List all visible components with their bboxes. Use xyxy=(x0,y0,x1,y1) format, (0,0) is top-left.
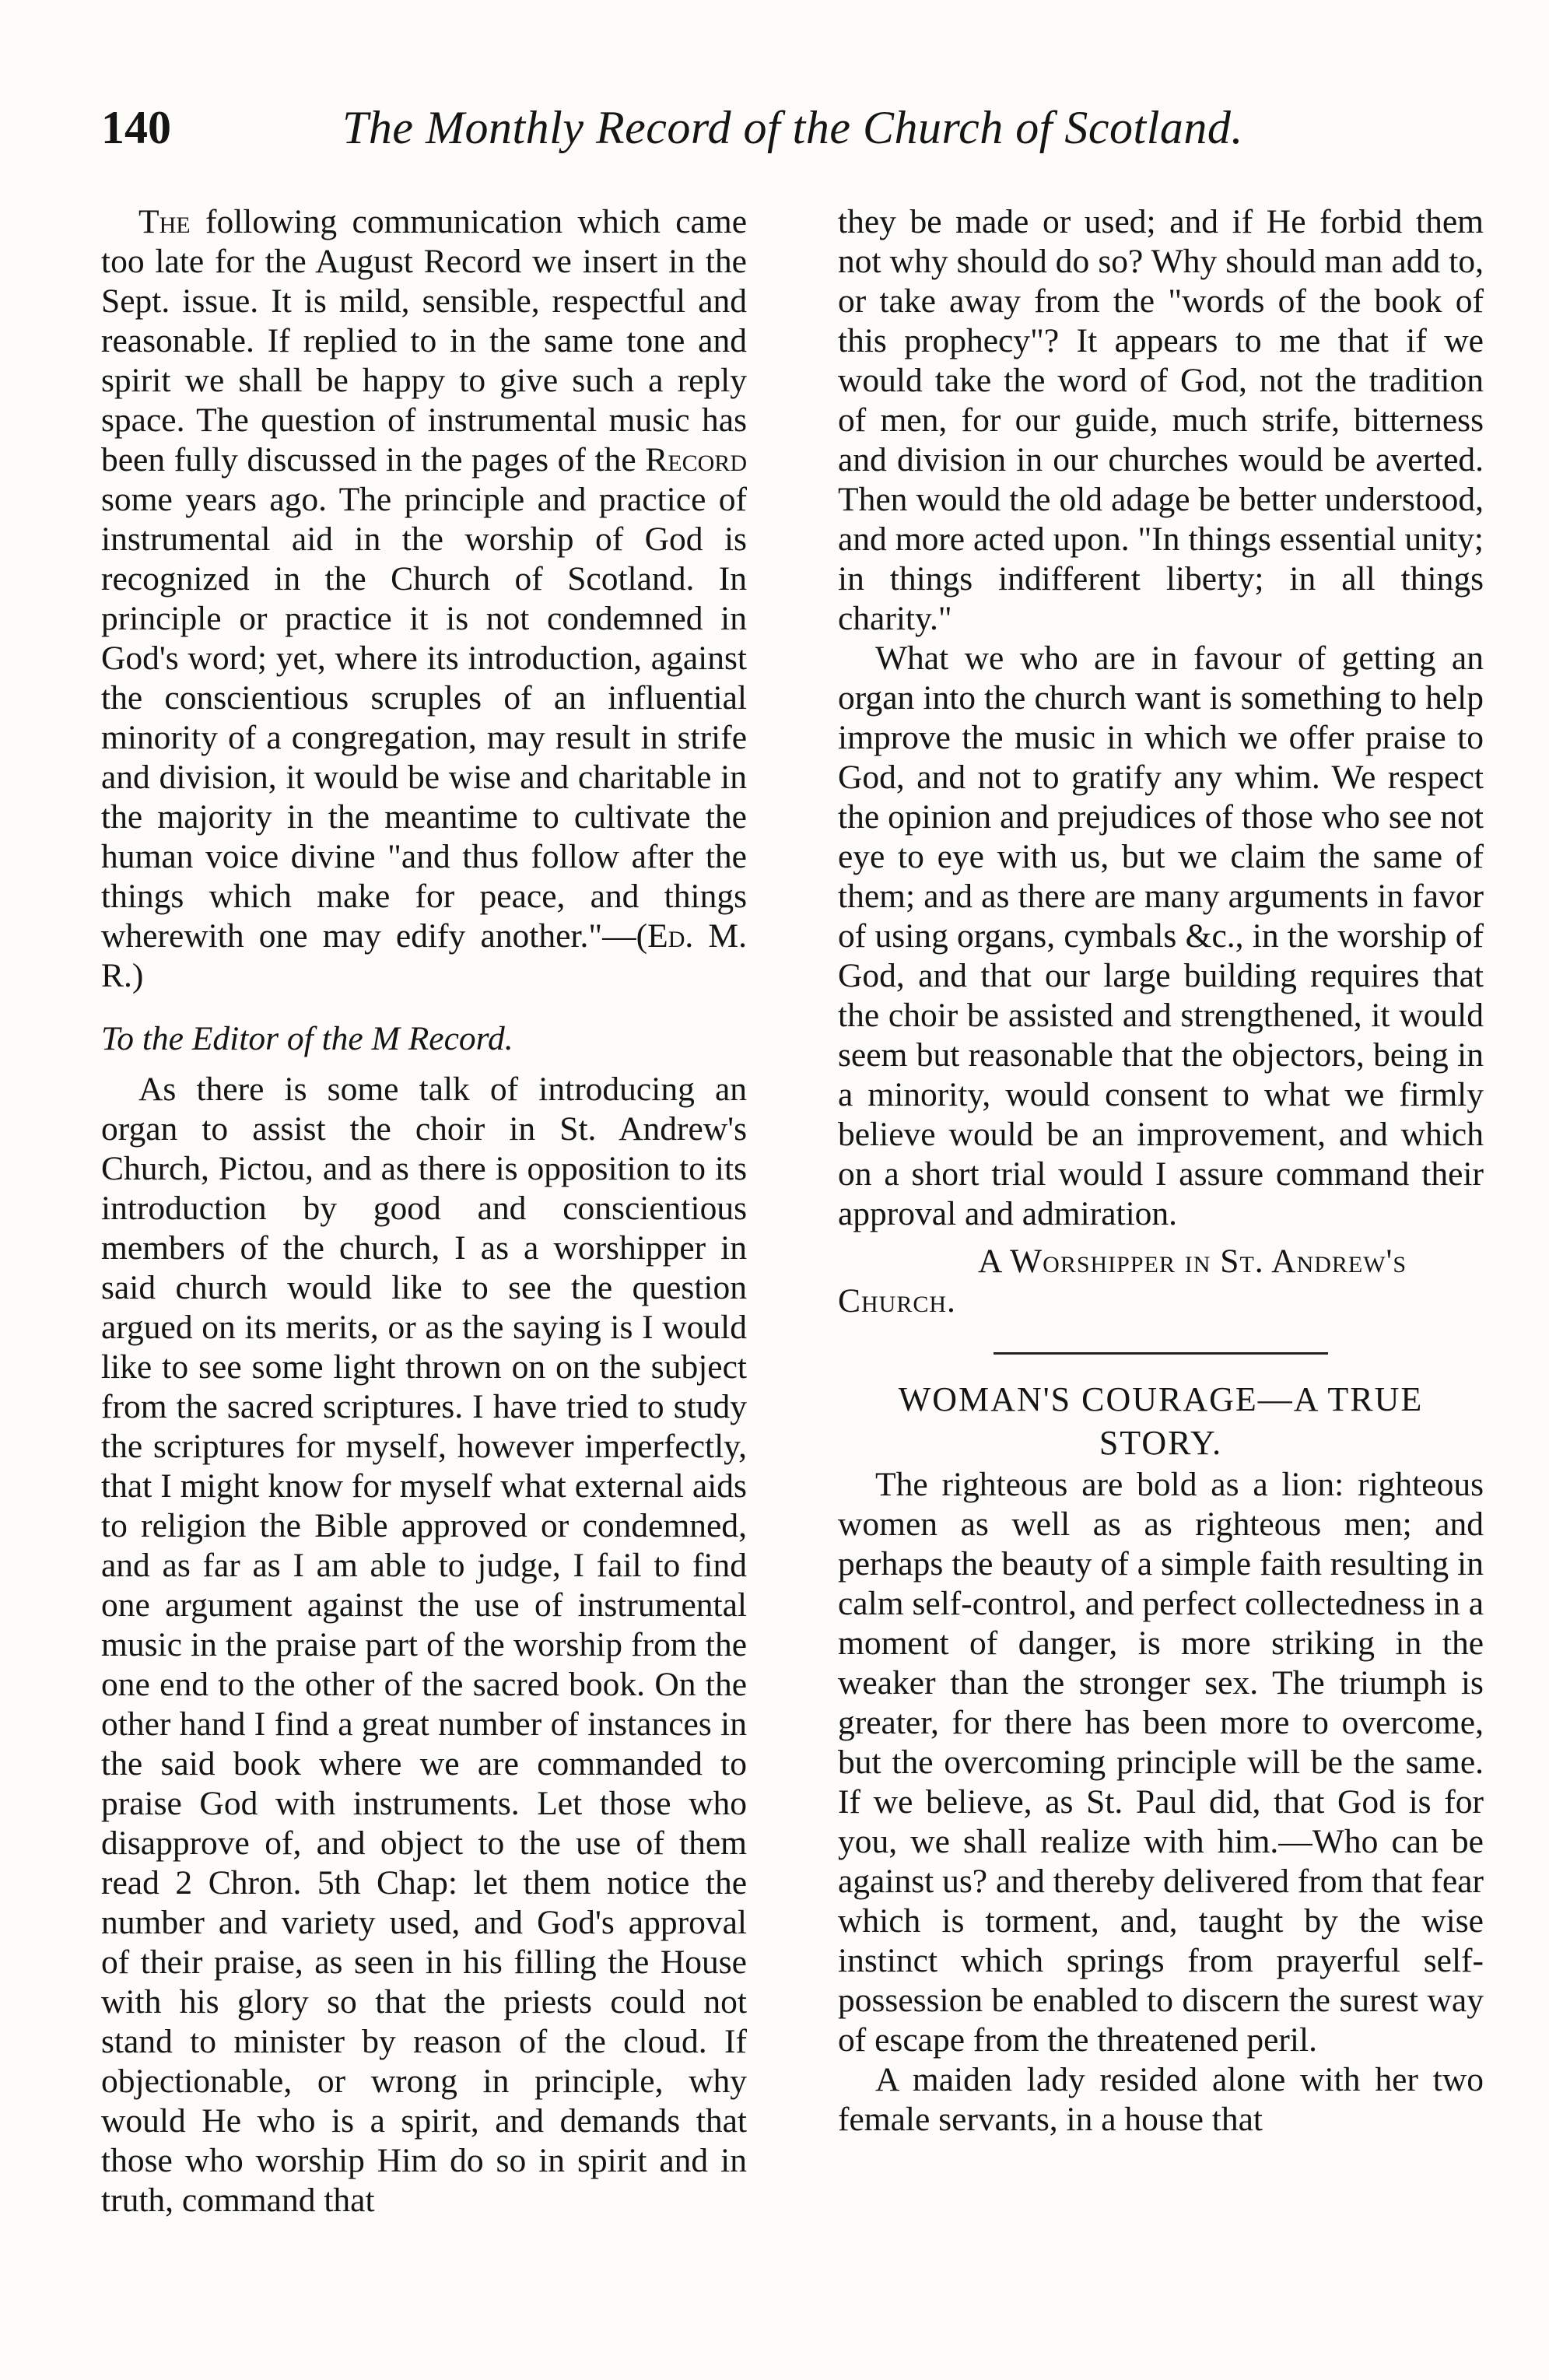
editorial-signature: Ed. M. R. xyxy=(101,917,747,994)
page-number: 140 xyxy=(101,102,171,153)
editorial-first-word: The xyxy=(138,203,191,240)
letter-signature xyxy=(838,1242,1484,1321)
article-paragraph-1: The righteous are bold as a lion: righteous women as well as as righteous men; and perhaps the beauty of a simple faith resulting in calm self-control, and perfect collectedness in a moment of danger, is more striking in the weaker than the stronger sex. The triumph is greater, for there has been more to overcome, but the overcoming principle will be the same. If we believe, as St. Paul did, that God is for you, we shall realize with him.—Who can be against us? and thereby delivered from that fear which is torment, and, taught by the wise instinct which springs from prayerful self-possession be enabled to discern the surest way of escape from the threatened peril. xyxy=(838,1466,1484,2059)
signature-line-2: Church. xyxy=(838,1282,956,1320)
editorial-text-2: some years ago. The principle and practice of instrumental aid in the worship of God is recognized in the Church of Scotland. In principle or practice it is not condemned in God's word; yet, where its introduction, against the conscientious scruples of an influential minority of a congregation, may result in strife and division, it would be wise and charitable in the majority in the meantime to cultivate the human voice divine "and thus follow after the things which make for peace, and things wherewith one may edify another."—( xyxy=(101,481,747,955)
letter-paragraph-1-continued: they be made or used; and if He forbid them not why should do so? Why should man add to, or take away from the "words of the book of this prophecy"? It appears to me that if we would take the word of God, not the tradition of men, for our guide, much strife, bitterness and division in our churches would be averted. Then would the old adage be better understood, and more acted upon. "In things essential unity; in things indifferent liberty; in all things charity." xyxy=(838,203,1484,637)
divider-rule xyxy=(994,1352,1328,1355)
article-title: WOMAN'S COURAGE—A TRUE STORY. xyxy=(898,1380,1424,1462)
running-title: The Monthly Record of the Church of Scotland. xyxy=(342,102,1243,153)
article-paragraph-2: A maiden lady resided alone with her two female servants, in a house that xyxy=(838,2061,1484,2138)
editorial-text-3: ) xyxy=(131,957,144,994)
text-columns xyxy=(101,202,1484,2221)
editorial-text: following communication which came too late for the August Record we insert in the Sept. issue. It is mild, sensible, respectful and reasonable. If replied to in the same tone and spirit we shall be happy to give such a reply space. The question of instrumental music has been fully discussed in the pages of the xyxy=(101,203,747,478)
left-column xyxy=(101,202,747,2221)
signature-line-1: A Worshipper in St. Andrew's xyxy=(978,1243,1407,1280)
section-divider xyxy=(838,1352,1484,1355)
editorial-note xyxy=(101,202,747,996)
right-column xyxy=(838,202,1484,2221)
letter-salutation: To the Editor of the M Record. xyxy=(101,1020,513,1057)
editorial-record-word: Record xyxy=(645,441,747,478)
running-head xyxy=(101,101,1484,171)
letter-paragraph-1: As there is some talk of introducing an organ to assist the choir in St. Andrew's Church, Pictou, and as there is opposition to its introduction by good and conscientious members of the church, I as a worshipper in said church would like to see the question argued on its merits, or as the saying is I would like to see some light thrown on on the subject from the sacred scriptures. I have tried to study the scriptures for myself, however imperfectly, that I might know for myself what external aids to religion the Bible approved or condemned, and as far as I am able to judge, I fail to find one argument against the use of instrumental music in the praise part of the worship from the one end to the other of the sacred book. On the other hand I find a great number of instances in the said book where we are commanded to praise God with instruments. Let those who disapprove of, and object to the use of them read 2 Chron. 5th Chap: let them notice the number and variety used, and God's approval of their praise, as seen in his filling the House with his glory so that the priests could not stand to minister by reason of the cloud. If objectionable, or wrong in principle, why would He who is a spirit, and demands that those who worship Him do so in spirit and in truth, command that xyxy=(101,1071,747,2219)
letter-paragraph-2: What we who are in favour of getting an organ into the church want is something to help improve the music in which we offer praise to God, and not to gratify any whim. We respect the opinion and prejudices of those who see not eye to eye with us, but we claim the same of them; and as there are many arguments in favor of using organs, cymbals &c., in the worship of God, and that our large building requires that the choir be assisted and strengthened, it would seem but reasonable that the objectors, being in a minority, would consent to what we firmly believe would be an improvement, and which on a short trial would I assure command their approval and admiration. xyxy=(838,640,1484,1232)
